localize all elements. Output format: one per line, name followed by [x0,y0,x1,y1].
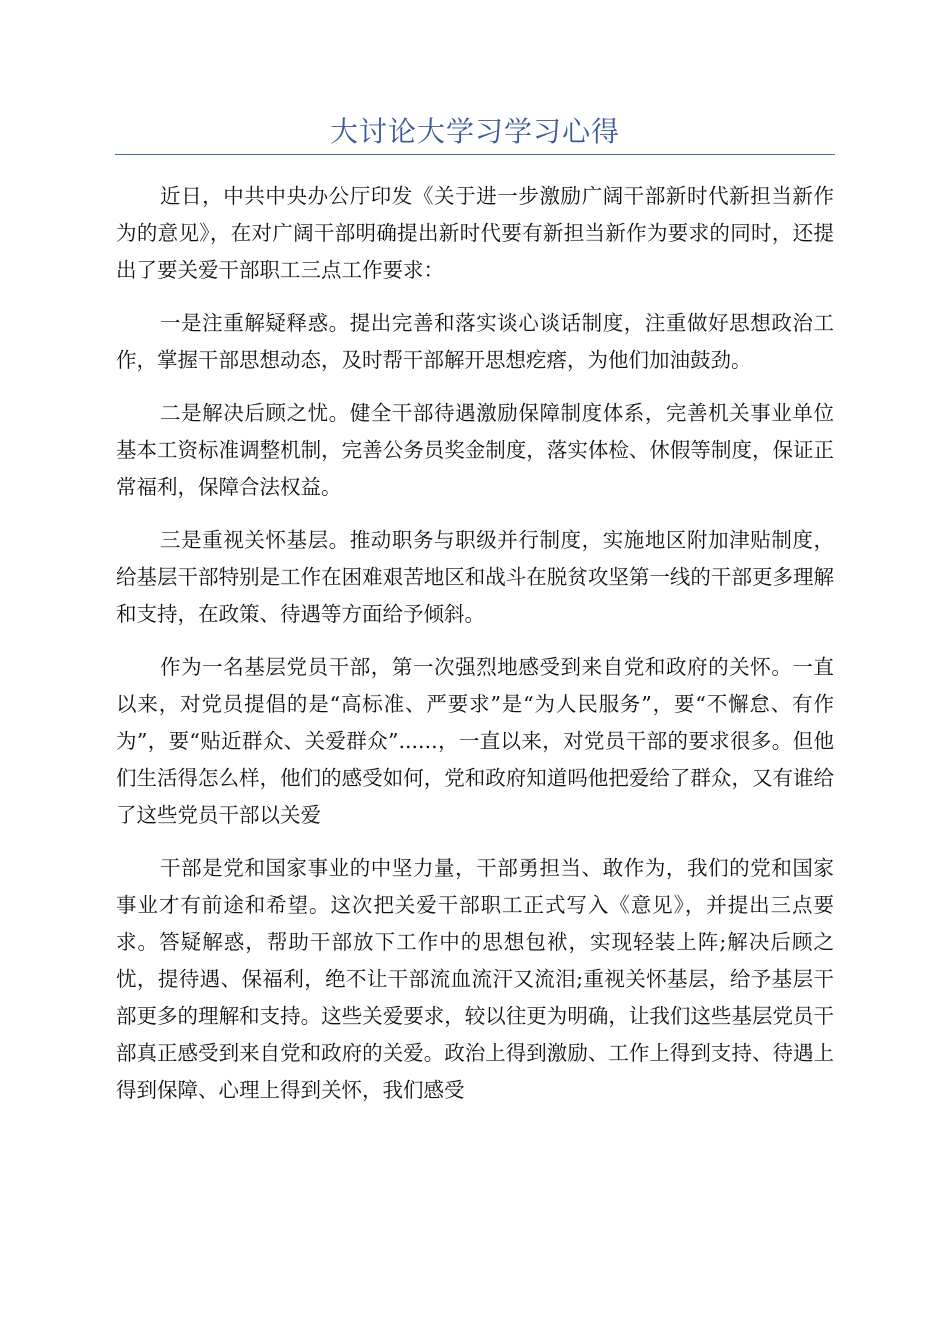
paragraph-conclusion: 干部是党和国家事业的中坚力量，干部勇担当、敢作为，我们的党和国家事业才有前途和希望。这次把关爱干部职工正式写入《意见》，并提出三点要求。答疑解惑，帮助干部放下工作中的思想包袱，实现轻装上阵;解决后顾之忧，提待遇、保福利，绝不让干部流血流汗又流泪;重视关怀基层，给予基层干部更多的理解和支持。这些关爱要求，较以往更为明确，让我们这些基层党员干部真正感受到来自党和政府的关爱。政治上得到激励、工作上得到支持、待遇上得到保障、心理上得到关怀，我们感受 [116,856,834,1102]
paragraph-point-two: 二是解决后顾之忧。健全干部待遇激励保障制度体系，完善机关事业单位基本工资标准调整机制，完善公务员奖金制度，落实体检、休假等制度，保证正常福利，保障合法权益。 [116,401,834,499]
document-body [116,178,834,1125]
paragraph-intro: 近日，中共中央办公厅印发《关于进一步激励广阔干部新时代新担当新作为的意见》，在对广阔干部明确提出新时代要有新担当新作为要求的同时，还提出了要关爱干部职工三点工作要求： [116,184,834,282]
paragraph-reflection: 作为一名基层党员干部，第一次强烈地感受到来自党和政府的关怀。一直以来，对党员提倡的是“高标准、严要求”是“为人民服务”，要“不懈怠、有作为”，要“贴近群众、关爱群众”......，一直以来，对党员干部的要求很多。但他们生活得怎么样，他们的感受如何，党和政府知道吗他把爱给了群众，又有谁给了这些党员干部以关爱 [116,655,834,827]
title-block [115,112,835,156]
paragraph-point-one: 一是注重解疑释惑。提出完善和落实谈心谈话制度，注重做好思想政治工作，掌握干部思想动态，及时帮干部解开思想疙瘩，为他们加油鼓劲。 [116,311,834,372]
title-underline [115,154,835,155]
paragraph-point-three: 三是重视关怀基层。推动职务与职级并行制度，实施地区附加津贴制度，给基层干部特别是工作在困难艰苦地区和战斗在脱贫攻坚第一线的干部更多理解和支持，在政策、待遇等方面给予倾斜。 [116,528,834,626]
page-title: 大讨论大学习学习心得 [329,115,620,148]
